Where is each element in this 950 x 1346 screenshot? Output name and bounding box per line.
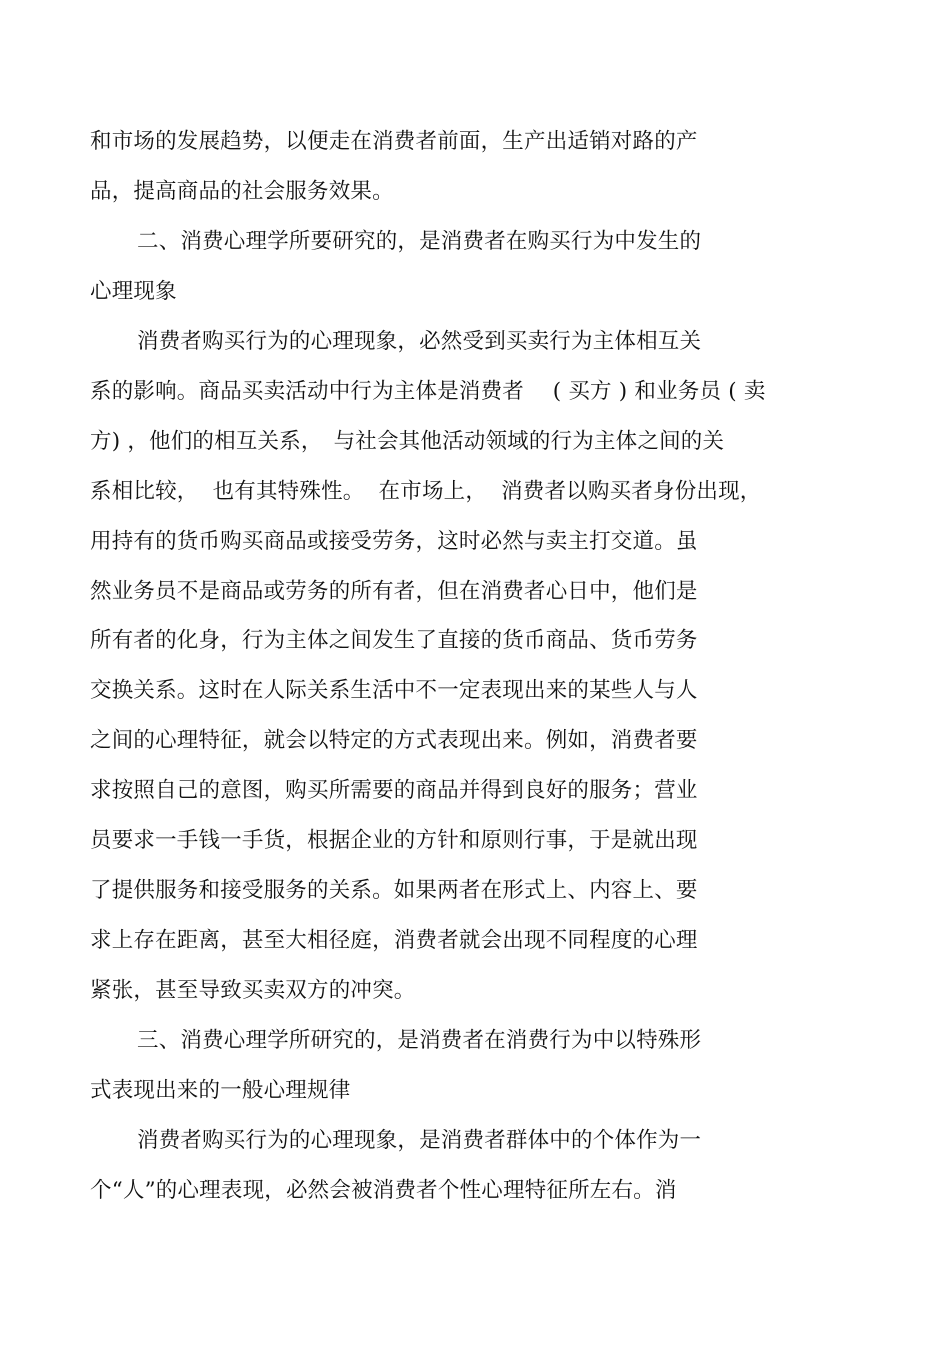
text-line: 品，提高商品的社会服务效果。 [90,179,394,204]
text-line: 个“人”的心理表现，必然会被消费者个性心理特征所左右。消 [90,1178,677,1203]
section-heading: 心理现象 [90,279,177,304]
text-line: 系的影响。商品买卖活动中行为主体是消费者 ( 买方 ) 和业务员 ( 卖 [90,379,766,404]
text-line: 所有者的化身，行为主体之间发生了直接的货币商品、货币劳务 [90,628,698,653]
text-line: 系相比较， 也有其特殊性。 在市场上， 消费者以购买者身份出现， [90,479,762,504]
text-line: 员要求一手钱一手货，根据企业的方针和原则行事，于是就出现 [90,828,698,853]
text-line: 然业务员不是商品或劳务的所有者，但在消费者心日中，他们是 [90,579,698,604]
text-line: 消费者购买行为的心理现象，是消费者群体中的个体作为一 [137,1128,702,1153]
text-line: 交换关系。这时在人际关系生活中不一定表现出来的某些人与人 [90,678,698,703]
text-line: 之间的心理特征，就会以特定的方式表现出来。例如，消费者要 [90,728,698,753]
section-heading: 二、消费心理学所要研究的，是消费者在购买行为中发生的 [137,229,702,254]
text-line: 和市场的发展趋势，以便走在消费者前面，生产出适销对路的产 [90,129,698,154]
text-line: 求按照自己的意图，购买所需要的商品并得到良好的服务；营业 [90,778,698,803]
text-line: 消费者购买行为的心理现象，必然受到买卖行为主体相互关 [137,329,702,354]
text-line: 了提供服务和接受服务的关系。如果两者在形式上、内容上、要 [90,878,698,903]
text-line: 紧张，甚至导致买卖双方的冲突。 [90,978,416,1003]
section-heading: 式表现出来的一般心理规律 [90,1078,351,1103]
text-line: 方) ，他们的相互关系， 与社会其他活动领域的行为主体之间的关 [90,429,725,454]
text-line: 求上存在距离，甚至大相径庭，消费者就会出现不同程度的心理 [90,928,698,953]
text-line: 用持有的货币购买商品或接受劳务，这时必然与卖主打交道。虽 [90,529,698,554]
section-heading: 三、消费心理学所研究的，是消费者在消费行为中以特殊形 [137,1028,702,1053]
